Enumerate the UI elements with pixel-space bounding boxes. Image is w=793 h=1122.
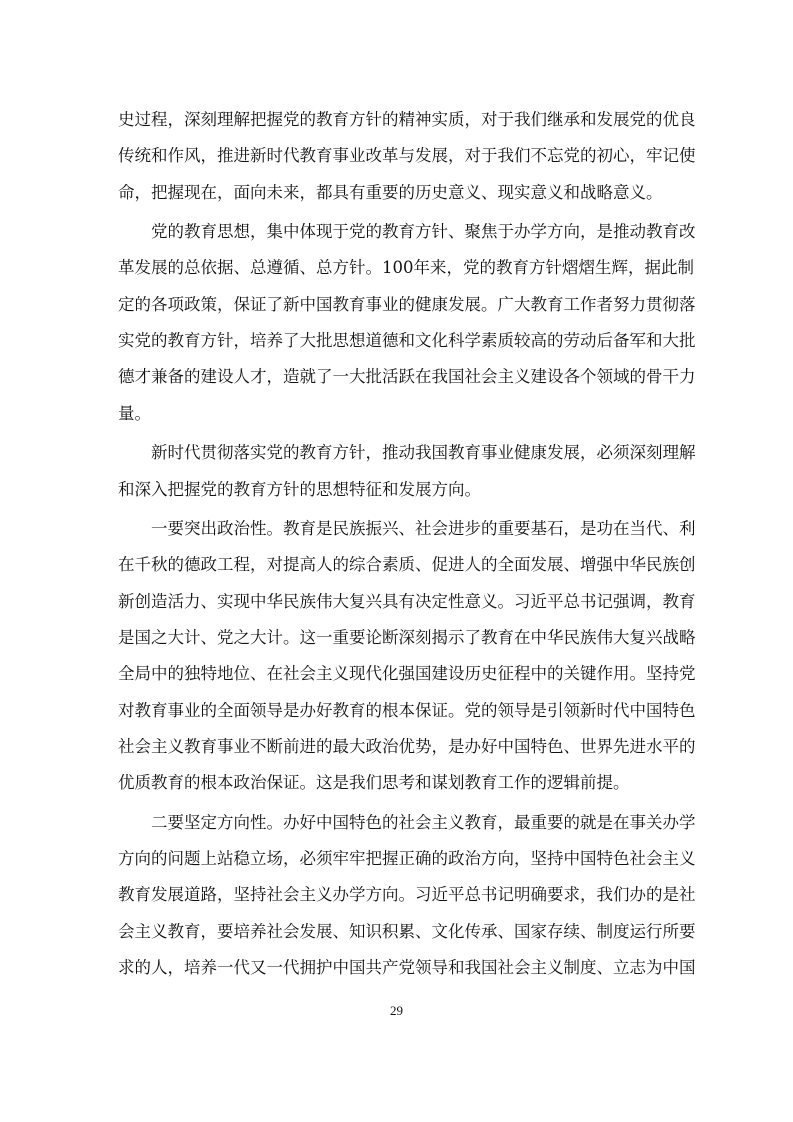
text-line: 会主义教育，要培养社会发展、知识积累、文化传承、国家存续、制度运行所要 [118,921,696,941]
text-line: 党的教育思想，集中体现于党的教育方针、聚焦于办学方向，是推动教育改 [151,222,696,242]
text-line: 定的各项政策，保证了新中国教育事业的健康发展。广大教育工作者努力贯彻落 [118,294,696,314]
text-line: 实党的教育方针，培养了大批思想道德和文化科学素质较高的劳动后备军和大批 [118,331,696,351]
paragraph-3 [118,435,696,508]
text-line: 方向的问题上站稳立场，必须牢牢把握正确的政治方向，坚持中国特色社会主义 [118,849,696,869]
text-line: 和深入把握党的教育方针的思想特征和发展方向。 [118,479,481,499]
text-line: 一要突出政治性。教育是民族振兴、社会进步的重要基石，是功在当代、利 [151,519,696,539]
text-line: 史过程，深刻理解把握党的教育方针的精神实质，对于我们继承和发展党的优良 [118,110,696,129]
text-line: 传统和作风，推进新时代教育事业改革与发展，对于我们不忘党的初心，牢记使 [118,146,696,166]
text-line: 优质教育的根本政治保证。这是我们思考和谋划教育工作的逻辑前提。 [118,773,630,793]
paragraph-5 [118,805,696,986]
paragraph-4 [118,511,696,801]
paragraph-2 [118,214,696,432]
text-line: 量。 [118,403,151,423]
text-line: 求的人，培养一代又一代拥护中国共产党领导和我国社会主义制度、立志为中国 [118,958,696,978]
text-line: 新时代贯彻落实党的教育方针，推动我国教育事业健康发展，必须深刻理解 [151,443,696,463]
text-line: 全局中的独特地位、在社会主义现代化强国建设历史征程中的关键作用。坚持党 [118,664,696,684]
text-line: 命，把握现在，面向未来，都具有重要的历史意义、现实意义和战略意义。 [118,182,663,202]
body-text [118,102,696,990]
paragraph-1 [118,102,696,211]
text-line: 教育发展道路，坚持社会主义办学方向。习近平总书记明确要求，我们办的是社 [118,885,696,905]
text-line: 德才兼备的建设人才，造就了一大批活跃在我国社会主义建设各个领域的骨干力 [118,367,696,387]
text-line: 是国之大计、党之大计。这一重要论断深刻揭示了教育在中华民族伟大复兴战略 [118,628,696,648]
text-line: 新创造活力、实现中华民族伟大复兴具有决定性意义。习近平总书记强调，教育 [118,591,696,611]
text-line: 在千秋的德政工程，对提高人的综合素质、促进人的全面发展、增强中华民族创 [118,555,696,575]
text-line: 革发展的总依据、总遵循、总方针。100年来，党的教育方针熠熠生辉，据此制 [118,258,694,278]
text-line: 社会主义教育事业不断前进的最大政治优势，是办好中国特色、世界先进水平的 [118,736,696,756]
text-line: 二要坚定方向性。办好中国特色的社会主义教育，最重要的就是在事关办学 [151,812,696,832]
text-line: 对教育事业的全面领导是办好教育的根本保证。党的领导是引领新时代中国特色 [118,700,696,720]
page-number: 29 [390,1003,403,1018]
